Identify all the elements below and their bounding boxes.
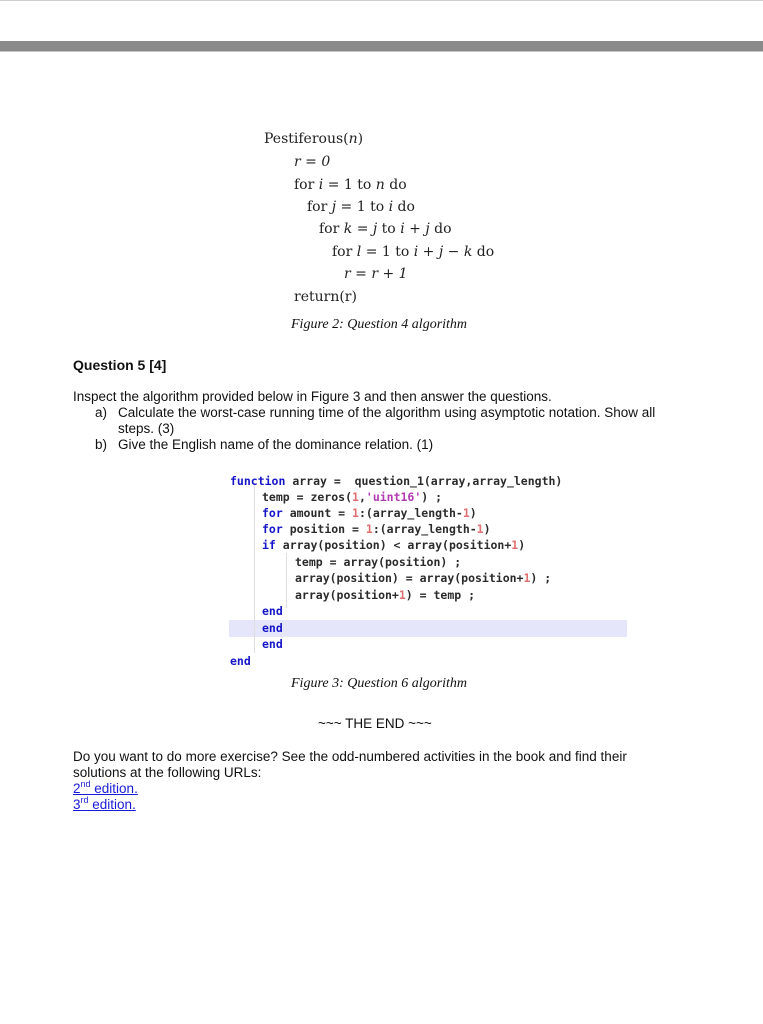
algorithm-line-increment: r = r + 1 [344,266,408,282]
code-line-restore: array(position+1) = temp ; [295,588,476,602]
page-top-border [0,0,763,1]
algorithm-title: Pestiferous(n) [264,131,364,147]
item-a-text-continued: steps. (3) [118,421,175,436]
code-line-for-position: for position = 1:(array_length-1) [262,522,491,536]
viewer-toolbar-strip [0,41,763,51]
code-line-temp-assign: temp = array(position) ; [295,555,462,569]
the-end-banner: ~~~ THE END ~~~ [318,716,432,731]
code-line-temp-init: temp = zeros(1,'uint16') ; [262,490,443,504]
algorithm-line-for-j: for j = 1 to i do [307,199,415,215]
item-b-marker: b) [95,437,108,452]
more-exercise-text: Do you want to do more exercise? See the odd-numbered activities in the book and find their [73,749,627,764]
code-line-end-for-inner: end [262,621,283,635]
algorithm-line-for-i: for i = 1 to n do [294,177,407,193]
more-exercise-text-continued: solutions at the following URLs: [73,765,262,780]
item-a-text: Calculate the worst-case running time of the algorithm using asymptotic notation. Show all [118,405,656,420]
code-line-for-amount: for amount = 1:(array_length-1) [262,506,477,520]
link-3rd-edition[interactable]: 3rd edition. [73,794,136,812]
figure-3-caption: Figure 3: Question 6 algorithm [291,676,468,691]
algorithm-line-for-k: for k = j to i + j do [319,221,452,237]
code-line-end-function: end [230,654,251,668]
figure-2-caption: Figure 2: Question 4 algorithm [291,317,468,332]
indent-guide [254,483,255,653]
code-line-function: function array = question_1(array,array_length) [230,474,563,488]
code-line-swap: array(position) = array(position+1) ; [295,571,552,585]
algorithm-line-for-l: for l = 1 to i + j − k do [332,244,495,260]
question-intro: Inspect the algorithm provided below in Figure 3 and then answer the questions. [73,389,552,404]
code-line-if: if array(position) < array(position+1) [262,538,526,552]
code-line-end-for-outer: end [262,637,283,651]
algorithm-line-init: r = 0 [294,154,331,170]
link-2nd-edition[interactable]: 2nd edition. [73,778,138,796]
algorithm-line-return: return(r) [294,289,357,305]
toolbar-bottom-edge [0,51,763,52]
code-highlight-row [229,620,627,637]
item-b-text: Give the English name of the dominance relation. (1) [118,437,434,452]
indent-guide-inner [286,553,287,608]
code-line-end-if: end [262,604,283,618]
question-heading: Question 5 [4] [73,357,167,373]
item-a-marker: a) [95,405,108,420]
